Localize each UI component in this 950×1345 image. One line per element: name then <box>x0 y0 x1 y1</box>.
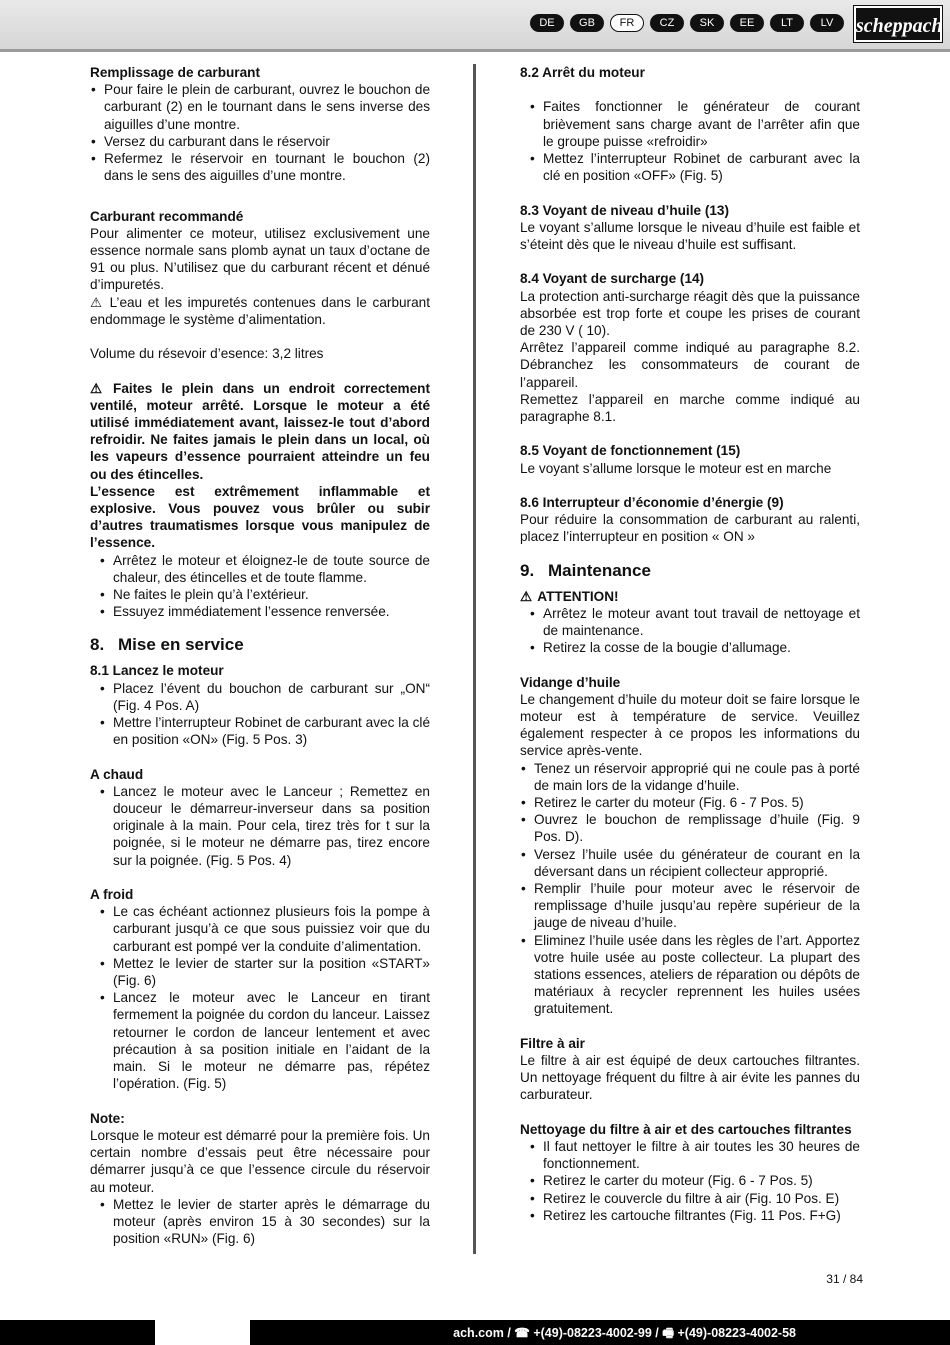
attention-list <box>520 605 860 657</box>
lang-tab-lv[interactable]: LV <box>810 14 844 32</box>
page-number: 31 / 84 <box>826 1272 863 1286</box>
stop-list <box>520 98 860 184</box>
lang-tab-sk[interactable]: SK <box>690 14 724 32</box>
list-item: • Lancez le moteur avec le Lanceur en tirant fermement la poignée du cordon du lanceur. Laissez retourner le cordon de lanceur lentement et avec précaution à sa position initiale en l’aidant de la main. Si le moteur ne démarre pas, répétez l’opération. (Fig. 5) <box>99 989 430 1092</box>
oil-light-paragraph: Le voyant s’allume lorsque le niveau d’huile est faible et s’éteint dès que le niveau d’huile est suffisant. <box>520 219 860 252</box>
list-item: • Mettez le levier de starter sur la position «START» (Fig. 6) <box>99 955 430 989</box>
lang-tab-ee[interactable]: EE <box>730 14 764 32</box>
lang-tab-de[interactable]: DE <box>530 14 564 32</box>
section-title-8-6: 8.6 Interrupteur d’économie d’énergie (9) <box>520 495 784 510</box>
fuel-paragraph: Pour alimenter ce moteur, utilisez exclusivement une essence normale sans plomb aynat un taux d’octane de 91 ou plus. N’utilisez que du carburant récent et dénué d’impuretés. <box>90 225 430 293</box>
overload-paragraph-2: Arrêtez l’appareil comme indiqué au paragraphe 8.2. Débranchez les consommateurs de courant de l’appareil. <box>520 340 860 390</box>
chapter-heading-8: 8. Mise en service <box>90 635 244 655</box>
list-item: • Faites fonctionner le générateur de courant brièvement sans charge avant de l’arrêter afin que le groupe puisse «refroidir» <box>529 98 860 150</box>
language-selector <box>530 14 844 32</box>
list-item: • Arrêtez le moteur avant tout travail de nettoyage et de maintenance. <box>529 605 860 639</box>
list-item: • Retirez le couvercle du filtre à air (Fig. 10 Pos. E) <box>529 1190 860 1207</box>
attention-title: ⚠ ATTENTION! <box>520 588 619 604</box>
left-column <box>90 64 430 1247</box>
eco-switch-paragraph: Pour réduire la consommation de carburant au ralenti, placez l’interrupteur en position « ON » <box>520 512 860 545</box>
section-title-air-filter: Filtre à air <box>520 1035 585 1051</box>
header-bar <box>0 0 950 52</box>
list-item: • Versez l’huile usée du générateur de courant en la déversant dans un récipient collecteur approprié. <box>520 846 860 880</box>
safety-warning: ⚠ Faites le plein dans un endroit correctement ventilé, moteur arrêté. Lorsque le moteur a été utilisé immédiatement avant, laissez-le tout d’abord refroidir. Ne faites jamais le plein dans un local, où les vapeurs d’essence pourraient atteindre un feu ou des étincelles. <box>90 380 430 482</box>
list-item: • Ouvrez le bouchon de remplissage d’huile (Fig. 9 Pos. D). <box>520 811 860 845</box>
list-item: • Versez du carburant dans le réservoir <box>90 133 430 150</box>
overload-paragraph-1: La protection anti-surcharge réagit dès que la puissance absorbée est trop forte et coupe les prises de courant de 230 V ( 10). <box>520 288 860 338</box>
list-item: • Refermez le réservoir en tournant le bouchon (2) dans le sens des aiguilles d’une montre. <box>90 150 430 184</box>
list-item: • Tenez un réservoir approprié qui ne coule pas à porté de main lors de la vidange d’huile. <box>520 760 860 794</box>
oil-change-list <box>520 760 860 1018</box>
overload-paragraph-3: Remettez l’appareil en marche comme indiqué au paragraphe 8.1. <box>520 391 860 425</box>
oil-change-paragraph: Le changement d’huile du moteur doit se faire lorsque le moteur est à température de service. Veuillez également respecter à ce propos les informations du service après-vente. <box>520 691 860 759</box>
warning-icon: ⚠ <box>90 294 103 310</box>
filter-cleaning-list <box>520 1138 860 1224</box>
start-list <box>90 680 430 749</box>
column-divider <box>473 64 476 1254</box>
list-item: • Retirez le carter du moteur (Fig. 6 - 7 Pos. 5) <box>520 794 860 811</box>
section-title-cold: A froid <box>90 887 134 903</box>
section-title-fuel: Carburant recommandé <box>90 208 244 224</box>
list-item: • Essuyez immédiatement l’essence renversée. <box>99 603 430 620</box>
warm-list <box>90 783 430 869</box>
warning-icon: ⚠ <box>520 588 533 604</box>
section-title-oil-change: Vidange d’huile <box>520 674 621 690</box>
list-item: • Retirez la cosse de la bougie d’allumage. <box>529 639 860 656</box>
list-item: • Le cas échéant actionnez plusieurs fois la pompe à carburant jusqu’à ce que sous puissiez voir que du carburant est pompé ver la conduite d’alimentation. <box>99 903 430 955</box>
list-item: • Remplir l’huile pour moteur avec le réservoir de remplissage d’huile jusqu’au repère supérieur de la jauge de niveau d’huile. <box>520 880 860 932</box>
list-item: • Mettez le levier de starter après le démarrage du moteur (après environ 15 à 30 secondes) sur la position «RUN» (Fig. 6) <box>99 1196 430 1248</box>
refuel-list <box>90 81 430 184</box>
section-title-filter-cleaning: Nettoyage du filtre à air et des cartouches filtrantes <box>520 1121 852 1137</box>
section-title-8-3: 8.3 Voyant de niveau d’huile (13) <box>520 202 729 218</box>
run-light-paragraph: Le voyant s’allume lorsque le moteur est en marche <box>520 460 832 476</box>
lang-tab-lt[interactable]: LT <box>770 14 804 32</box>
chapter-heading-9: 9. Maintenance <box>520 560 651 580</box>
list-item: • Pour faire le plein de carburant, ouvrez le bouchon de carburant (2) en le tournant dans le sens inverse des aiguilles d’une montre. <box>90 81 430 133</box>
tank-volume: Volume du résevoir d’esence: 3,2 litres <box>90 346 324 362</box>
list-item: • Retirez le carter du moteur (Fig. 6 - 7 Pos. 5) <box>529 1172 860 1189</box>
section-title-8-5: 8.5 Voyant de fonctionnement (15) <box>520 443 741 459</box>
list-item: • Mettez l’interrupteur Robinet de carburant avec la clé en position «OFF» (Fig. 5) <box>529 150 860 184</box>
safety-list <box>90 552 430 621</box>
air-filter-paragraph: Le filtre à air est équipé de deux cartouches filtrantes. Un nettoyage fréquent du filtre à air évite les pannes du carburateur. <box>520 1053 860 1103</box>
note-title: Note: <box>90 1110 125 1126</box>
list-item: • Mettre l’interrupteur Robinet de carburant avec la clé en position «ON» (Fig. 5 Pos. 3) <box>99 714 430 748</box>
footer-contact: ach.com / ☎ +(49)-08223-4002-99 / 🖷 +(49)-08223-4002-58 <box>453 1326 796 1340</box>
section-title-warm: A chaud <box>90 766 144 782</box>
section-title-8-1: 8.1 Lancez le moteur <box>90 663 224 679</box>
section-title-refuel: Remplissage de carburant <box>90 65 260 80</box>
safety-warning-2: L’essence est extrêmement inflammable et explosive. Vous pouvez vous brûler ou subir d’autres traumatismes lorsque vous manipulez de l’essence. <box>90 483 430 551</box>
footer-gap <box>155 1320 250 1345</box>
lang-tab-fr[interactable]: FR <box>610 14 644 32</box>
right-column <box>520 64 860 1224</box>
fuel-warning: ⚠ L’eau et les impuretés contenues dans le carburant endommage le système d’alimentation. <box>90 294 430 327</box>
brand-logo: scheppach <box>854 6 942 42</box>
cold-list <box>90 903 430 1092</box>
section-title-8-4: 8.4 Voyant de surcharge (14) <box>520 271 705 287</box>
list-item: • Ne faites le plein qu’à l’extérieur. <box>99 586 430 603</box>
note-list <box>90 1196 430 1248</box>
list-item: • Arrêtez le moteur et éloignez-le de toute source de chaleur, des étincelles et de toute flamme. <box>99 552 430 586</box>
list-item: • Placez l’évent du bouchon de carburant sur „ON“ (Fig. 4 Pos. A) <box>99 680 430 714</box>
list-item: • Il faut nettoyer le filtre à air toutes les 30 heures de fonctionnement. <box>529 1138 860 1172</box>
list-item: • Retirez les cartouche filtrantes (Fig. 11 Pos. F+G) <box>529 1207 860 1224</box>
list-item: • Eliminez l’huile usée dans les règles de l’art. Apportez votre huile usée au poste collecteur. La plupart des stations essences, ateliers de réparation ou dépôts de matériaux à recycler reprennent les huiles usées gratuitement. <box>520 932 860 1018</box>
lang-tab-cz[interactable]: CZ <box>650 14 684 32</box>
note-paragraph: Lorsque le moteur est démarré pour la première fois. Un certain nombre d’essais peut être nécessaire pour démarrer jusqu’à ce que l’essence circule du réservoir au moteur. <box>90 1127 430 1195</box>
warning-icon: ⚠ <box>90 380 103 396</box>
lang-tab-gb[interactable]: GB <box>570 14 604 32</box>
section-title-8-2: 8.2 Arrêt du moteur <box>520 65 645 80</box>
list-item: • Lancez le moteur avec le Lanceur ; Remettez en douceur le démarreur-inverseur dans sa position originale à la main. Pour cela, tirez très for t sur la poignée, si le moteur ne démarre pas, tirez encore sur la poignée. (Fig. 5 Pos. 4) <box>99 783 430 869</box>
